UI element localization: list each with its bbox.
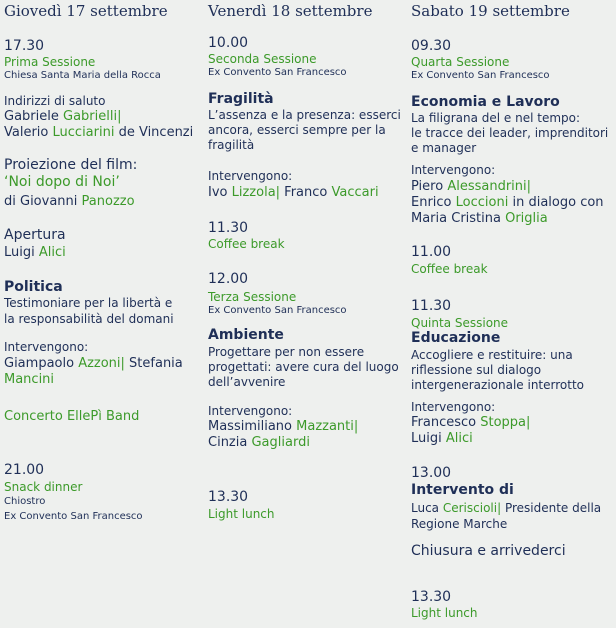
session-title: Prima Sessione [4,55,96,69]
closing-label: Chiusura e arrivederci [411,543,566,559]
session-title: Quarta Sessione [411,55,510,69]
film-label: Proiezione del film: [4,157,138,173]
topic-title: Politica [4,279,63,295]
topic-description: La filigrana del e nel tempo: [411,111,581,125]
session-time: 11.30 [208,220,249,236]
session-time: 11.00 [411,244,452,260]
session-title: Quinta Sessione [411,316,509,330]
speaker-line: Piero Alessandrini| [411,179,532,194]
session-time: 13.30 [208,489,249,505]
speaker-line: Valerio Lucciarini de Vincenzi [4,125,194,140]
speakers-label: Intervengono: [208,169,293,183]
session-location: Chiostro [4,496,46,507]
topic-description: le tracce dei leader, imprenditori [411,126,609,140]
topic-description: e manager [411,141,477,155]
event-title: Coffee break [208,237,285,251]
speaker-line: Luca Ceriscioli| Presidente della [411,501,602,515]
topic-title: Intervento di [411,482,514,498]
session-time: 21.00 [4,462,45,478]
speaker-line: Maria Cristina Origlia [411,211,548,226]
opening-label: Apertura [4,227,66,243]
session-time: 10.00 [208,35,249,51]
topic-description: Accogliere e restituire: una [411,348,573,362]
topic-title: Ambiente [208,327,284,343]
session-location: Ex Convento San Francesco [208,67,347,78]
speakers-label: Intervengono: [411,400,496,414]
session-location: Ex Convento San Francesco [208,305,347,316]
session-location: Ex Convento San Francesco [4,511,143,522]
topic-description: fragilità [208,138,255,152]
film-director: di Giovanni Panozzo [4,194,135,209]
speaker-line: Giampaolo Azzoni| Stefania [4,356,183,371]
concert-label: Concerto EllePì Band [4,409,140,424]
film-title: ‘Noi dopo di Noi’ [4,174,120,190]
event-title: Light lunch [411,606,478,620]
day-header: Venerdì 18 settembre [208,2,373,20]
session-location: Ex Convento San Francesco [411,70,550,81]
speaker-line: Mancini [4,372,55,387]
session-time: 17.30 [4,38,45,54]
topic-description: ancora, esserci sempre per la [208,123,386,137]
topic-description: dell’avvenire [208,375,286,389]
topic-description: Progettare per non essere [208,345,365,359]
event-title: Coffee break [411,262,488,276]
event-title: Snack dinner [4,480,83,494]
session-title: Terza Sessione [208,290,297,304]
session-time: 12.00 [208,271,249,287]
session-time: 13.30 [411,589,452,605]
topic-description: riflessione sul dialogo [411,363,542,377]
topic-description: intergenerazionale interrotto [411,378,585,392]
day-header: Giovedì 17 settembre [4,2,168,20]
session-time: 13.00 [411,465,452,481]
topic-description: la responsabilità del domani [4,312,174,326]
speaker-line: Francesco Stoppa| [411,415,531,430]
topic-description: Testimoniare per la libertà e [4,296,173,310]
session-time: 09.30 [411,38,452,54]
speaker-line: Regione Marche [411,517,508,531]
speaker-line: Cinzia Gagliardi [208,435,310,450]
greetings-label: Indirizzi di saluto [4,94,106,108]
speaker-line: Luigi Alici [411,431,473,446]
session-title: Seconda Sessione [208,52,317,66]
speaker-line: Ivo Lizzola| Franco Vaccari [208,185,379,200]
speaker-line: Luigi Alici [4,245,66,260]
topic-title: Economia e Lavoro [411,94,560,110]
speaker-line: Gabriele Gabrielli| [4,109,122,124]
day-header: Sabato 19 settembre [411,2,570,20]
session-location: Chiesa Santa Maria della Rocca [4,70,161,81]
topic-title: Educazione [411,330,501,346]
speaker-line: Massimiliano Mazzanti| [208,419,359,434]
topic-description: progettati: avere cura del luogo [208,360,399,374]
speaker-line: Enrico Loccioni in dialogo con [411,195,604,210]
event-title: Light lunch [208,507,275,521]
speakers-label: Intervengono: [4,340,89,354]
speakers-label: Intervengono: [411,163,496,177]
session-time: 11.30 [411,298,452,314]
topic-description: L’assenza e la presenza: esserci [208,108,401,122]
topic-title: Fragilità [208,91,274,107]
speakers-label: Intervengono: [208,404,293,418]
